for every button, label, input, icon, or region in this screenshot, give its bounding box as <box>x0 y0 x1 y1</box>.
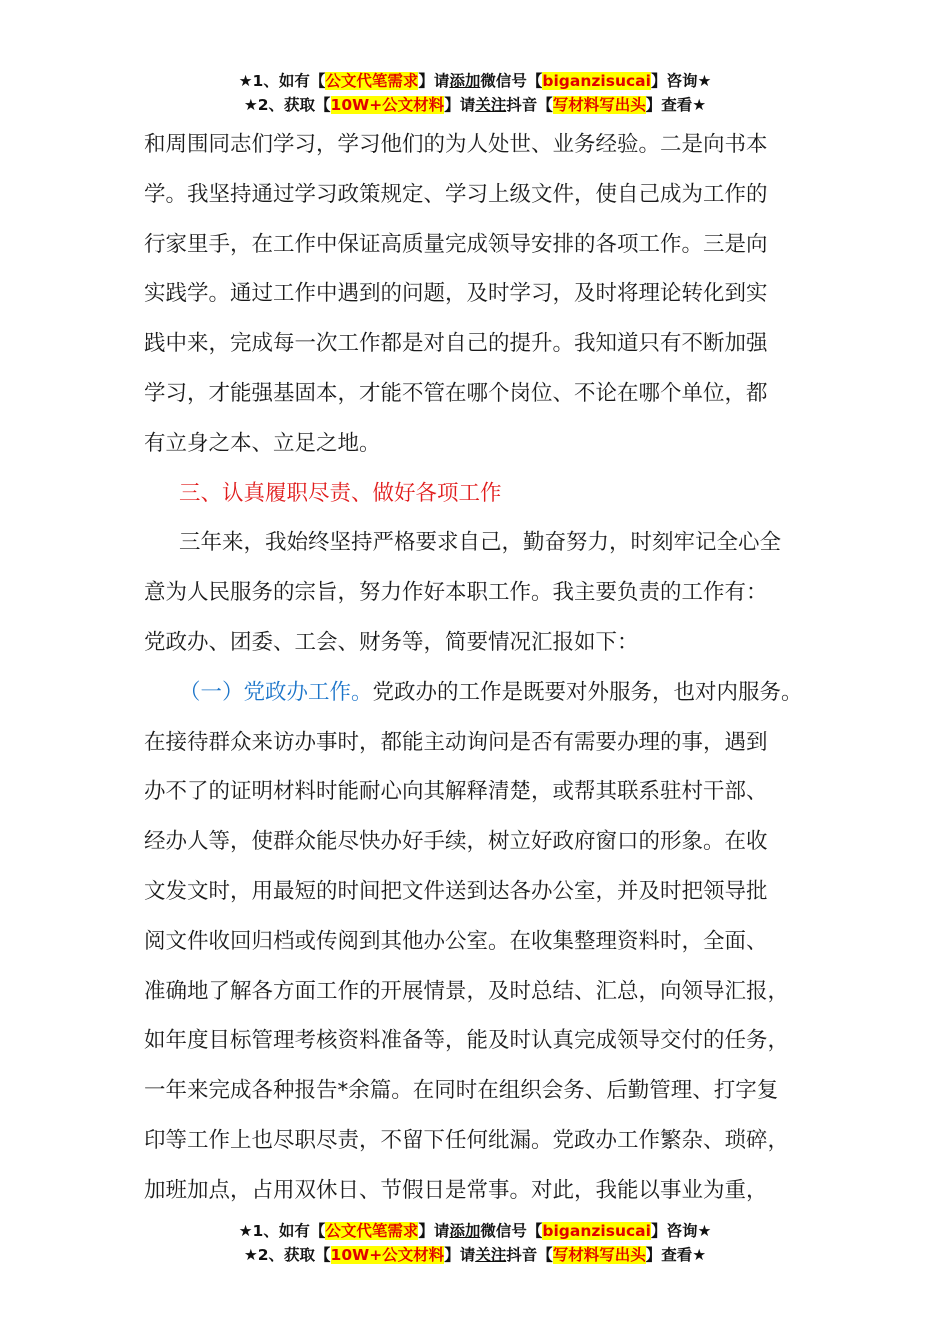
banner-highlight: 公文代笔需求 <box>325 1222 419 1240</box>
paragraph-line: 加班加点，占用双休日、节假日是常事。对此，我能以事业为重， <box>144 1177 768 1203</box>
banner-text: 】请 <box>444 96 476 114</box>
banner-text: 微信号【 <box>480 72 543 90</box>
banner-line-2 <box>0 93 950 117</box>
banner-douyin-account: 写材料写出头 <box>552 1246 646 1264</box>
banner-underlined: 添加 <box>449 1222 481 1240</box>
banner-wechat-id: biganzisucai <box>542 1222 651 1240</box>
paragraph-line: 学。我坚持通过学习政策规定、学习上级文件，使自己成为工作的 <box>144 181 768 207</box>
banner-underlined: 关注 <box>475 1246 507 1264</box>
paragraph-line: 践中来，完成每一次工作都是对自己的提升。我知道只有不断加强 <box>144 331 768 357</box>
banner-text: ★2、获取【 <box>243 96 331 114</box>
banner-highlight: 10W+公文材料 <box>330 96 445 114</box>
banner-underlined: 关注 <box>475 96 507 114</box>
banner-line-2 <box>0 1243 950 1267</box>
banner-highlight: 公文代笔需求 <box>325 72 419 90</box>
banner-text: 】请 <box>444 1246 476 1264</box>
paragraph-line: 实践学。通过工作中遇到的问题，及时学习，及时将理论转化到实 <box>144 281 768 307</box>
banner-text: 】咨询★ <box>650 72 712 90</box>
banner-text: 抖音【 <box>506 96 553 114</box>
paragraph-line: 经办人等，使群众能尽快办好手续，树立好政府窗口的形象。在收 <box>144 829 768 855</box>
header-banner <box>0 69 950 117</box>
subsection-text: 党政办的工作是既要对外服务，也对内服务。 <box>372 679 803 705</box>
subsection-title: （一）党政办工作。 <box>179 679 373 705</box>
paragraph-line: 行家里手，在工作中保证高质量完成领导安排的各项工作。三是向 <box>144 231 768 257</box>
paragraph-line: 印等工作上也尽职尽责，不留下任何纰漏。党政办工作繁杂、琐碎， <box>144 1127 790 1153</box>
banner-text: 抖音【 <box>506 1246 553 1264</box>
banner-underlined: 添加 <box>449 72 481 90</box>
banner-text: ★2、获取【 <box>243 1246 331 1264</box>
banner-wechat-id: biganzisucai <box>542 72 651 90</box>
subsection-line <box>144 668 824 718</box>
banner-line-1 <box>0 1219 950 1243</box>
paragraph-line: 三年来，我始终坚持严格要求自己，勤奋努力，时刻牢记全心全 <box>179 530 782 556</box>
section-heading: 三、认真履职尽责、做好各项工作 <box>179 480 502 506</box>
banner-douyin-account: 写材料写出头 <box>552 96 646 114</box>
paragraph-line: 学习，才能强基固本，才能不管在哪个岗位、不论在哪个单位，都 <box>144 380 768 406</box>
paragraph-line: 党政办、团委、工会、财务等，简要情况汇报如下： <box>144 629 639 655</box>
banner-text: ★1、如有【 <box>238 72 326 90</box>
banner-line-1 <box>0 69 950 93</box>
footer-banner <box>0 1219 950 1267</box>
banner-text: 】请 <box>418 1222 450 1240</box>
paragraph-line: 如年度目标管理考核资料准备等，能及时认真完成领导交付的任务， <box>144 1028 790 1054</box>
banner-text: 】咨询★ <box>650 1222 712 1240</box>
banner-text: 】请 <box>418 72 450 90</box>
paragraph-line: 在接待群众来访办事时，都能主动询问是否有需要办理的事，遇到 <box>144 729 768 755</box>
banner-text: 】查看★ <box>645 1246 707 1264</box>
banner-text: 】查看★ <box>645 96 707 114</box>
banner-highlight: 10W+公文材料 <box>330 1246 445 1264</box>
paragraph-line: 文发文时，用最短的时间把文件送到达各办公室，并及时把领导批 <box>144 878 768 904</box>
banner-text: ★1、如有【 <box>238 1222 326 1240</box>
paragraph-line: 阅文件收回归档或传阅到其他办公室。在收集整理资料时，全面、 <box>144 928 768 954</box>
paragraph-line: 有立身之本、立足之地。 <box>144 430 381 456</box>
banner-text: 微信号【 <box>480 1222 543 1240</box>
paragraph-line: 准确地了解各方面工作的开展情景，及时总结、汇总，向领导汇报， <box>144 978 790 1004</box>
paragraph-line: 和周围同志们学习，学习他们的为人处世、业务经验。二是向书本 <box>144 132 768 157</box>
paragraph-line: 一年来完成各种报告*余篇。在同时在组织会务、后勤管理、打字复 <box>144 1078 779 1104</box>
document-body <box>144 120 824 1216</box>
paragraph-line: 意为人民服务的宗旨，努力作好本职工作。我主要负责的工作有： <box>144 580 768 606</box>
paragraph-line: 办不了的证明材料时能耐心向其解释清楚，或帮其联系驻村干部、 <box>144 779 768 805</box>
